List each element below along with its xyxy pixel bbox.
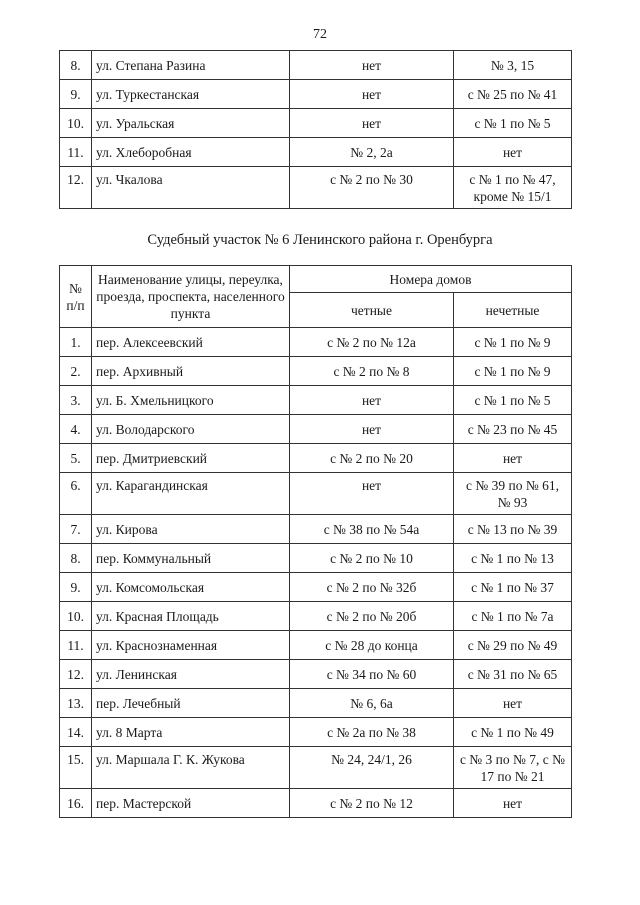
odd-houses: с № 1 по № 9: [454, 328, 572, 357]
table-body: [60, 328, 572, 818]
odd-houses: с № 25 по № 41: [454, 80, 572, 109]
table-row: [60, 573, 572, 602]
street-name: пер. Мастерской: [92, 789, 290, 818]
table-row: [60, 328, 572, 357]
even-houses: с № 2 по № 12а: [290, 328, 454, 357]
odd-houses: с № 13 по № 39: [454, 515, 572, 544]
street-name: ул. Володарского: [92, 415, 290, 444]
table-row: [60, 602, 572, 631]
table-row: [60, 444, 572, 473]
header-odd: нечетные: [454, 293, 572, 328]
street-name: ул. Уральская: [92, 109, 290, 138]
table-row: [60, 51, 572, 80]
street-name: пер. Дмитриевский: [92, 444, 290, 473]
even-houses: с № 28 до конца: [290, 631, 454, 660]
odd-houses: с № 1 по № 47, кроме № 15/1: [454, 167, 572, 209]
odd-houses: с № 1 по № 5: [454, 386, 572, 415]
table-row: [60, 515, 572, 544]
address-table: [59, 265, 572, 818]
continued-address-table: [59, 50, 572, 209]
table-header: [60, 266, 572, 328]
row-number: 16.: [60, 789, 92, 818]
even-houses: № 6, 6а: [290, 689, 454, 718]
row-number: 6.: [60, 473, 92, 515]
row-number: 2.: [60, 357, 92, 386]
even-houses: с № 38 по № 54а: [290, 515, 454, 544]
table-row: [60, 415, 572, 444]
even-houses: нет: [290, 51, 454, 80]
table-row: [60, 631, 572, 660]
header-name: Наименование улицы, переулка, проезда, проспекта, населенного пункта: [92, 266, 290, 328]
row-number: 11.: [60, 631, 92, 660]
street-name: ул. Ленинская: [92, 660, 290, 689]
street-name: пер. Архивный: [92, 357, 290, 386]
table-row: [60, 386, 572, 415]
odd-houses: с № 1 по № 37: [454, 573, 572, 602]
row-number: 4.: [60, 415, 92, 444]
table-row: [60, 138, 572, 167]
row-number: 12.: [60, 660, 92, 689]
odd-houses: нет: [454, 789, 572, 818]
row-number: 10.: [60, 109, 92, 138]
table-row: [60, 167, 572, 209]
even-houses: № 24, 24/1, 26: [290, 747, 454, 789]
odd-houses: с № 1 по № 9: [454, 357, 572, 386]
odd-houses: нет: [454, 138, 572, 167]
odd-houses: с № 31 по № 65: [454, 660, 572, 689]
header-houses: Номера домов: [290, 266, 572, 293]
row-number: 12.: [60, 167, 92, 209]
row-number: 9.: [60, 80, 92, 109]
odd-houses: нет: [454, 444, 572, 473]
street-name: ул. Кирова: [92, 515, 290, 544]
street-name: ул. Карагандинская: [92, 473, 290, 515]
even-houses: нет: [290, 415, 454, 444]
header-even: четные: [290, 293, 454, 328]
table-row: [60, 109, 572, 138]
table-row: [60, 544, 572, 573]
header-num: № п/п: [60, 266, 92, 328]
even-houses: с № 2 по № 20: [290, 444, 454, 473]
table-row: [60, 718, 572, 747]
row-number: 10.: [60, 602, 92, 631]
even-houses: нет: [290, 386, 454, 415]
row-number: 1.: [60, 328, 92, 357]
table-row: [60, 357, 572, 386]
page-number: 72: [313, 27, 327, 42]
even-houses: № 2, 2а: [290, 138, 454, 167]
street-name: ул. Маршала Г. К. Жукова: [92, 747, 290, 789]
odd-houses: № 3, 15: [454, 51, 572, 80]
row-number: 13.: [60, 689, 92, 718]
row-number: 14.: [60, 718, 92, 747]
even-houses: с № 2 по № 20б: [290, 602, 454, 631]
table-row: [60, 660, 572, 689]
even-houses: с № 2 по № 12: [290, 789, 454, 818]
street-name: пер. Алексеевский: [92, 328, 290, 357]
street-name: ул. Чкалова: [92, 167, 290, 209]
street-name: ул. Туркестанская: [92, 80, 290, 109]
street-name: ул. Б. Хмельницкого: [92, 386, 290, 415]
even-houses: с № 2 по № 32б: [290, 573, 454, 602]
row-number: 3.: [60, 386, 92, 415]
row-number: 11.: [60, 138, 92, 167]
odd-houses: с № 1 по № 13: [454, 544, 572, 573]
table-row: [60, 473, 572, 515]
table-row: [60, 689, 572, 718]
street-name: ул. Степана Разина: [92, 51, 290, 80]
row-number: 8.: [60, 544, 92, 573]
street-name: ул. 8 Марта: [92, 718, 290, 747]
row-number: 9.: [60, 573, 92, 602]
odd-houses: с № 1 по № 7а: [454, 602, 572, 631]
even-houses: нет: [290, 80, 454, 109]
even-houses: нет: [290, 109, 454, 138]
even-houses: нет: [290, 473, 454, 515]
row-number: 7.: [60, 515, 92, 544]
odd-houses: с № 3 по № 7, с № 17 по № 21: [454, 747, 572, 789]
street-name: пер. Коммунальный: [92, 544, 290, 573]
odd-houses: с № 23 по № 45: [454, 415, 572, 444]
even-houses: с № 2а по № 38: [290, 718, 454, 747]
row-number: 15.: [60, 747, 92, 789]
odd-houses: с № 29 по № 49: [454, 631, 572, 660]
row-number: 5.: [60, 444, 92, 473]
street-name: ул. Хлеборобная: [92, 138, 290, 167]
odd-houses: с № 1 по № 49: [454, 718, 572, 747]
continued-table-body: [60, 51, 572, 209]
row-number: 8.: [60, 51, 92, 80]
street-name: ул. Красная Площадь: [92, 602, 290, 631]
even-houses: с № 2 по № 30: [290, 167, 454, 209]
even-houses: с № 2 по № 8: [290, 357, 454, 386]
even-houses: с № 2 по № 10: [290, 544, 454, 573]
table-row: [60, 789, 572, 818]
odd-houses: нет: [454, 689, 572, 718]
table-row: [60, 747, 572, 789]
street-name: пер. Лечебный: [92, 689, 290, 718]
odd-houses: с № 1 по № 5: [454, 109, 572, 138]
section-title: Судебный участок № 6 Ленинского района г. Оренбурга: [147, 232, 493, 248]
even-houses: с № 34 по № 60: [290, 660, 454, 689]
table-row: [60, 80, 572, 109]
street-name: ул. Комсомольская: [92, 573, 290, 602]
odd-houses: с № 39 по № 61, № 93: [454, 473, 572, 515]
street-name: ул. Краснознаменная: [92, 631, 290, 660]
